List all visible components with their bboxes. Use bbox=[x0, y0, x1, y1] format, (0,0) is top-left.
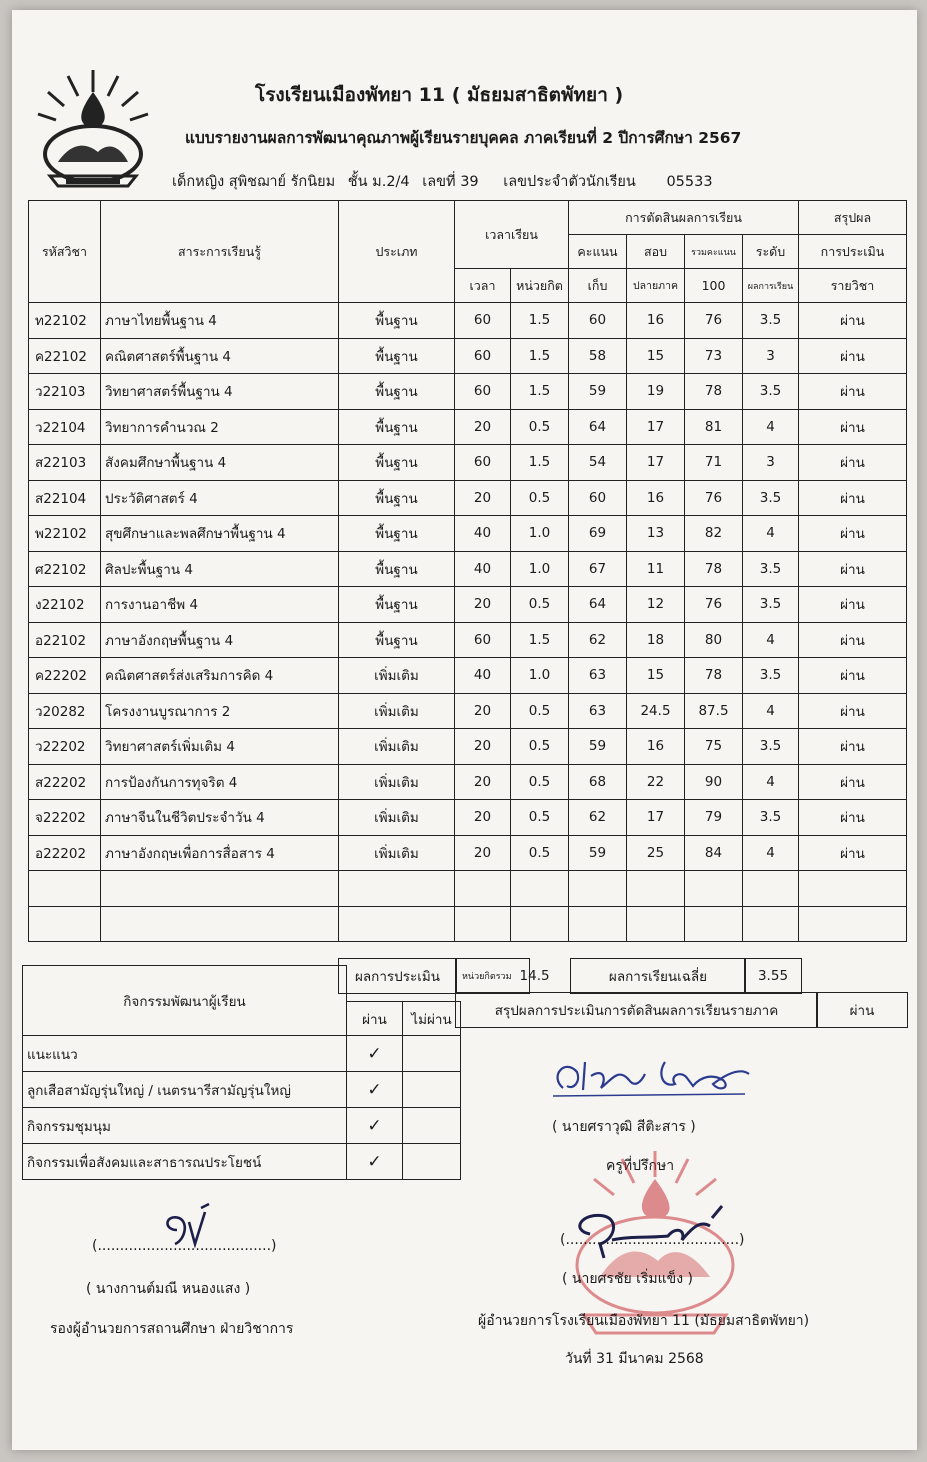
activity-row bbox=[23, 1036, 461, 1072]
col-score-top: คะแนน bbox=[569, 235, 627, 269]
course-total: 75 bbox=[685, 729, 743, 765]
col-summary-2: การประเมิน bbox=[799, 235, 907, 269]
table-row bbox=[29, 658, 907, 694]
course-type: พื้นฐาน bbox=[339, 409, 455, 445]
course-credits: 0.5 bbox=[511, 409, 569, 445]
course-subject: วิทยาศาสตร์เพิ่มเติม 4 bbox=[101, 729, 339, 765]
course-result: ผ่าน bbox=[799, 480, 907, 516]
course-final: 16 bbox=[627, 729, 685, 765]
activity-fail-cell bbox=[403, 1072, 461, 1108]
course-final: 17 bbox=[627, 800, 685, 836]
col-score-bottom: เก็บ bbox=[569, 269, 627, 303]
course-grade: 3.5 bbox=[743, 374, 799, 410]
course-subject: ประวัติศาสตร์ 4 bbox=[101, 480, 339, 516]
blank-cell bbox=[569, 906, 627, 942]
blank-cell bbox=[743, 871, 799, 907]
course-grade: 4 bbox=[743, 835, 799, 871]
course-code: ส22202 bbox=[29, 764, 101, 800]
course-final: 24.5 bbox=[627, 693, 685, 729]
course-grade: 3 bbox=[743, 338, 799, 374]
blank-row bbox=[29, 871, 907, 907]
blank-cell bbox=[685, 906, 743, 942]
report-title: แบบรายงานผลการพัฒนาคุณภาพผู้เรียนรายบุคคล ภาคเรียนที่ 2 ปีการศึกษา 2567 bbox=[185, 129, 742, 147]
activity-pass-check: ✓ bbox=[347, 1144, 403, 1180]
course-score: 59 bbox=[569, 374, 627, 410]
student-number: เลขที่ 39 bbox=[422, 174, 479, 190]
course-hours: 20 bbox=[455, 587, 511, 623]
course-result: ผ่าน bbox=[799, 374, 907, 410]
course-subject: สังคมศึกษาพื้นฐาน 4 bbox=[101, 445, 339, 481]
course-hours: 40 bbox=[455, 551, 511, 587]
course-hours: 20 bbox=[455, 764, 511, 800]
activities-table bbox=[22, 965, 461, 1180]
course-final: 22 bbox=[627, 764, 685, 800]
director-line: (.......................................) bbox=[560, 1232, 745, 1248]
course-final: 11 bbox=[627, 551, 685, 587]
course-grade: 3.5 bbox=[743, 729, 799, 765]
course-final: 13 bbox=[627, 516, 685, 552]
course-hours: 60 bbox=[455, 303, 511, 339]
course-subject: คณิตศาสตร์พื้นฐาน 4 bbox=[101, 338, 339, 374]
course-grade: 3 bbox=[743, 445, 799, 481]
course-grade: 4 bbox=[743, 516, 799, 552]
course-type: เพิ่มเติม bbox=[339, 800, 455, 836]
course-grade: 3.5 bbox=[743, 480, 799, 516]
col-total-bottom: 100 bbox=[685, 269, 743, 303]
course-result: ผ่าน bbox=[799, 445, 907, 481]
blank-cell bbox=[455, 871, 511, 907]
col-total-top: รวมคะแนน bbox=[685, 235, 743, 269]
course-hours: 60 bbox=[455, 338, 511, 374]
col-subject: สาระการเรียนรู้ bbox=[101, 201, 339, 303]
table-row bbox=[29, 800, 907, 836]
course-type: พื้นฐาน bbox=[339, 338, 455, 374]
course-subject: โครงงานบูรณาการ 2 bbox=[101, 693, 339, 729]
course-hours: 20 bbox=[455, 835, 511, 871]
blank-cell bbox=[511, 906, 569, 942]
course-type: พื้นฐาน bbox=[339, 303, 455, 339]
table-row bbox=[29, 338, 907, 374]
col-hours: เวลา bbox=[455, 269, 511, 303]
course-final: 12 bbox=[627, 587, 685, 623]
course-hours: 20 bbox=[455, 800, 511, 836]
course-final: 16 bbox=[627, 480, 685, 516]
credits-total-label: หน่วยกิตรวม 14.5 bbox=[455, 958, 530, 994]
course-result: ผ่าน bbox=[799, 551, 907, 587]
course-grade: 3.5 bbox=[743, 303, 799, 339]
school-logo bbox=[28, 62, 158, 198]
table-row bbox=[29, 622, 907, 658]
course-total: 84 bbox=[685, 835, 743, 871]
deputy-line: (.......................................) bbox=[92, 1238, 277, 1254]
school-title: โรงเรียนเมืองพัทยา 11 ( มัธยมสาธิตพัทยา ) bbox=[255, 84, 624, 106]
activity-row bbox=[23, 1072, 461, 1108]
activity-pass-check: ✓ bbox=[347, 1108, 403, 1144]
activity-fail-cell bbox=[403, 1036, 461, 1072]
course-credits: 1.0 bbox=[511, 658, 569, 694]
credits-total: 14.5 bbox=[519, 968, 550, 984]
course-result: ผ่าน bbox=[799, 516, 907, 552]
course-total: 71 bbox=[685, 445, 743, 481]
course-result: ผ่าน bbox=[799, 409, 907, 445]
course-score: 60 bbox=[569, 303, 627, 339]
course-type: พื้นฐาน bbox=[339, 480, 455, 516]
table-row bbox=[29, 303, 907, 339]
student-class: ชั้น ม.2/4 bbox=[347, 174, 410, 190]
course-credits: 1.5 bbox=[511, 338, 569, 374]
table-row bbox=[29, 729, 907, 765]
course-final: 18 bbox=[627, 622, 685, 658]
table-row bbox=[29, 409, 907, 445]
blank-cell bbox=[799, 871, 907, 907]
course-result: ผ่าน bbox=[799, 587, 907, 623]
course-hours: 40 bbox=[455, 658, 511, 694]
activity-row bbox=[23, 1108, 461, 1144]
course-total: 82 bbox=[685, 516, 743, 552]
course-subject: วิทยาการคำนวณ 2 bbox=[101, 409, 339, 445]
blank-cell bbox=[627, 906, 685, 942]
course-total: 79 bbox=[685, 800, 743, 836]
course-subject: คณิตศาสตร์ส่งเสริมการคิด 4 bbox=[101, 658, 339, 694]
course-score: 68 bbox=[569, 764, 627, 800]
table-row bbox=[29, 480, 907, 516]
course-score: 63 bbox=[569, 658, 627, 694]
course-credits: 1.5 bbox=[511, 445, 569, 481]
blank-cell bbox=[101, 906, 339, 942]
course-credits: 1.5 bbox=[511, 303, 569, 339]
course-credits: 1.0 bbox=[511, 551, 569, 587]
blank-cell bbox=[627, 871, 685, 907]
col-code: รหัสวิชา bbox=[29, 201, 101, 303]
course-code: อ22202 bbox=[29, 835, 101, 871]
report-date: วันที่ 31 มีนาคม 2568 bbox=[565, 1351, 704, 1367]
course-code: ท22102 bbox=[29, 303, 101, 339]
course-grade: 3.5 bbox=[743, 551, 799, 587]
blank-cell bbox=[799, 906, 907, 942]
gpa-label: ผลการเรียนเฉลี่ย bbox=[570, 958, 746, 994]
course-credits: 0.5 bbox=[511, 480, 569, 516]
table-row bbox=[29, 587, 907, 623]
course-subject: ภาษาไทยพื้นฐาน 4 bbox=[101, 303, 339, 339]
blank-cell bbox=[339, 871, 455, 907]
course-hours: 20 bbox=[455, 729, 511, 765]
course-subject: การงานอาชีพ 4 bbox=[101, 587, 339, 623]
course-score: 63 bbox=[569, 693, 627, 729]
course-type: พื้นฐาน bbox=[339, 516, 455, 552]
col-grade-bottom: ผลการเรียน bbox=[743, 269, 799, 303]
blank-cell bbox=[743, 906, 799, 942]
col-final-bottom: ปลายภาค bbox=[627, 269, 685, 303]
course-grade: 4 bbox=[743, 622, 799, 658]
gpa-value: 3.55 bbox=[744, 958, 802, 994]
course-final: 25 bbox=[627, 835, 685, 871]
course-result: ผ่าน bbox=[799, 622, 907, 658]
course-subject: ภาษาอังกฤษเพื่อการสื่อสาร 4 bbox=[101, 835, 339, 871]
col-summary-3: รายวิชา bbox=[799, 269, 907, 303]
blank-cell bbox=[569, 871, 627, 907]
course-credits: 0.5 bbox=[511, 800, 569, 836]
semester-summary: ผ่าน bbox=[816, 992, 908, 1028]
course-score: 59 bbox=[569, 729, 627, 765]
table-row bbox=[29, 764, 907, 800]
course-score: 67 bbox=[569, 551, 627, 587]
course-subject: ภาษาจีนในชีวิตประจำวัน 4 bbox=[101, 800, 339, 836]
course-code: ว22202 bbox=[29, 729, 101, 765]
course-result: ผ่าน bbox=[799, 764, 907, 800]
course-type: พื้นฐาน bbox=[339, 587, 455, 623]
course-grade: 3.5 bbox=[743, 587, 799, 623]
student-id: 05533 bbox=[666, 174, 713, 190]
blank-cell bbox=[339, 906, 455, 942]
activity-name: ลูกเสือสามัญรุ่นใหญ่ / เนตรนารีสามัญรุ่นใหญ่ bbox=[23, 1072, 347, 1108]
activity-pass-check: ✓ bbox=[347, 1072, 403, 1108]
course-hours: 20 bbox=[455, 409, 511, 445]
course-type: เพิ่มเติม bbox=[339, 729, 455, 765]
course-total: 76 bbox=[685, 587, 743, 623]
course-code: จ22202 bbox=[29, 800, 101, 836]
course-grade: 4 bbox=[743, 693, 799, 729]
course-credits: 0.5 bbox=[511, 693, 569, 729]
student-id-label: เลขประจำตัวนักเรียน bbox=[503, 174, 636, 190]
course-score: 54 bbox=[569, 445, 627, 481]
blank-cell bbox=[29, 906, 101, 942]
course-score: 58 bbox=[569, 338, 627, 374]
activity-name: แนะแนว bbox=[23, 1036, 347, 1072]
course-result: ผ่าน bbox=[799, 658, 907, 694]
activity-name: กิจกรรมเพื่อสังคมและสาธารณประโยชน์ bbox=[23, 1144, 347, 1180]
advisor-role: ครูที่ปรึกษา bbox=[606, 1158, 675, 1174]
director-name: ( นายศรชัย เริ่มแข็ง ) bbox=[562, 1271, 693, 1287]
course-result: ผ่าน bbox=[799, 338, 907, 374]
course-result: ผ่าน bbox=[799, 729, 907, 765]
advisor-signature bbox=[545, 1048, 755, 1100]
course-hours: 60 bbox=[455, 374, 511, 410]
col-grade-top: ระดับ bbox=[743, 235, 799, 269]
course-score: 62 bbox=[569, 622, 627, 658]
table-row bbox=[29, 835, 907, 871]
course-subject: ภาษาอังกฤษพื้นฐาน 4 bbox=[101, 622, 339, 658]
table-row bbox=[29, 516, 907, 552]
blank-cell bbox=[101, 871, 339, 907]
blank-cell bbox=[685, 871, 743, 907]
director-signature bbox=[560, 1200, 740, 1262]
course-score: 64 bbox=[569, 587, 627, 623]
course-final: 19 bbox=[627, 374, 685, 410]
course-type: เพิ่มเติม bbox=[339, 658, 455, 694]
course-code: ง22102 bbox=[29, 587, 101, 623]
blank-cell bbox=[455, 906, 511, 942]
course-total: 78 bbox=[685, 551, 743, 587]
course-subject: สุขศึกษาและพลศึกษาพื้นฐาน 4 bbox=[101, 516, 339, 552]
course-total: 76 bbox=[685, 303, 743, 339]
col-final-top: สอบ bbox=[627, 235, 685, 269]
course-code: ว22103 bbox=[29, 374, 101, 410]
course-type: เพิ่มเติม bbox=[339, 764, 455, 800]
course-final: 17 bbox=[627, 445, 685, 481]
course-final: 15 bbox=[627, 658, 685, 694]
course-total: 81 bbox=[685, 409, 743, 445]
course-final: 15 bbox=[627, 338, 685, 374]
activities-title: กิจกรรมพัฒนาผู้เรียน bbox=[23, 966, 347, 1036]
course-code: อ22102 bbox=[29, 622, 101, 658]
course-final: 17 bbox=[627, 409, 685, 445]
blank-row bbox=[29, 906, 907, 942]
course-grade: 3.5 bbox=[743, 800, 799, 836]
eval-label: ผลการประเมิน bbox=[338, 958, 457, 994]
table-row bbox=[29, 445, 907, 481]
course-score: 62 bbox=[569, 800, 627, 836]
course-result: ผ่าน bbox=[799, 693, 907, 729]
course-credits: 1.0 bbox=[511, 516, 569, 552]
deputy-role: รองผู้อำนวยการสถานศึกษา ฝ่ายวิชาการ bbox=[50, 1321, 294, 1337]
course-hours: 60 bbox=[455, 445, 511, 481]
course-code: ว20282 bbox=[29, 693, 101, 729]
course-hours: 20 bbox=[455, 693, 511, 729]
course-subject: ศิลปะพื้นฐาน 4 bbox=[101, 551, 339, 587]
course-total: 73 bbox=[685, 338, 743, 374]
activity-fail-cell bbox=[403, 1108, 461, 1144]
activity-name: กิจกรรมชุมนุม bbox=[23, 1108, 347, 1144]
course-credits: 1.5 bbox=[511, 622, 569, 658]
col-summary-1: สรุปผล bbox=[799, 201, 907, 235]
course-result: ผ่าน bbox=[799, 835, 907, 871]
col-grading-group: การตัดสินผลการเรียน bbox=[569, 201, 799, 235]
course-hours: 40 bbox=[455, 516, 511, 552]
course-credits: 0.5 bbox=[511, 587, 569, 623]
course-type: พื้นฐาน bbox=[339, 551, 455, 587]
course-type: พื้นฐาน bbox=[339, 445, 455, 481]
course-score: 59 bbox=[569, 835, 627, 871]
table-row bbox=[29, 374, 907, 410]
course-result: ผ่าน bbox=[799, 303, 907, 339]
course-result: ผ่าน bbox=[799, 800, 907, 836]
director-role: ผู้อำนวยการโรงเรียนเมืองพัทยา 11 (มัธยมสาธิตพัทยา) bbox=[478, 1313, 810, 1329]
course-type: พื้นฐาน bbox=[339, 374, 455, 410]
course-hours: 60 bbox=[455, 622, 511, 658]
col-credits: หน่วยกิต bbox=[511, 269, 569, 303]
course-total: 87.5 bbox=[685, 693, 743, 729]
course-code: พ22102 bbox=[29, 516, 101, 552]
course-score: 60 bbox=[569, 480, 627, 516]
course-grade: 3.5 bbox=[743, 658, 799, 694]
course-hours: 20 bbox=[455, 480, 511, 516]
course-code: ค22202 bbox=[29, 658, 101, 694]
activity-pass-check: ✓ bbox=[347, 1036, 403, 1072]
activity-fail-cell bbox=[403, 1144, 461, 1180]
course-credits: 1.5 bbox=[511, 374, 569, 410]
activity-row bbox=[23, 1144, 461, 1180]
course-total: 78 bbox=[685, 658, 743, 694]
semester-summary-label: สรุปผลการประเมินการตัดสินผลการเรียนรายภาค bbox=[455, 992, 818, 1028]
course-type: เพิ่มเติม bbox=[339, 693, 455, 729]
course-total: 80 bbox=[685, 622, 743, 658]
course-subject: การป้องกันการทุจริต 4 bbox=[101, 764, 339, 800]
deputy-name: ( นางกานต์มณี หนองแสง ) bbox=[86, 1281, 251, 1297]
blank-cell bbox=[511, 871, 569, 907]
course-score: 69 bbox=[569, 516, 627, 552]
col-type: ประเภท bbox=[339, 201, 455, 303]
table-row bbox=[29, 693, 907, 729]
course-code: ศ22102 bbox=[29, 551, 101, 587]
activities-fail-header: ไม่ผ่าน bbox=[403, 1002, 461, 1036]
blank-cell bbox=[29, 871, 101, 907]
course-total: 90 bbox=[685, 764, 743, 800]
course-grade: 4 bbox=[743, 409, 799, 445]
activities-pass-header: ผ่าน bbox=[347, 1002, 403, 1036]
course-code: ส22103 bbox=[29, 445, 101, 481]
course-final: 16 bbox=[627, 303, 685, 339]
student-name: เด็กหญิง สุพิชฌาย์ รักนิยม bbox=[172, 174, 336, 190]
course-code: ค22102 bbox=[29, 338, 101, 374]
grades-table bbox=[28, 200, 907, 942]
course-type: พื้นฐาน bbox=[339, 622, 455, 658]
course-credits: 0.5 bbox=[511, 729, 569, 765]
col-time-group: เวลาเรียน bbox=[455, 201, 569, 269]
course-credits: 0.5 bbox=[511, 764, 569, 800]
course-type: เพิ่มเติม bbox=[339, 835, 455, 871]
advisor-name: ( นายศราวุฒิ สีติะสาร ) bbox=[552, 1119, 696, 1135]
course-total: 76 bbox=[685, 480, 743, 516]
course-code: ส22104 bbox=[29, 480, 101, 516]
course-subject: วิทยาศาสตร์พื้นฐาน 4 bbox=[101, 374, 339, 410]
course-code: ว22104 bbox=[29, 409, 101, 445]
course-score: 64 bbox=[569, 409, 627, 445]
course-grade: 4 bbox=[743, 764, 799, 800]
course-total: 78 bbox=[685, 374, 743, 410]
student-info bbox=[172, 170, 721, 193]
table-row bbox=[29, 551, 907, 587]
course-credits: 0.5 bbox=[511, 835, 569, 871]
